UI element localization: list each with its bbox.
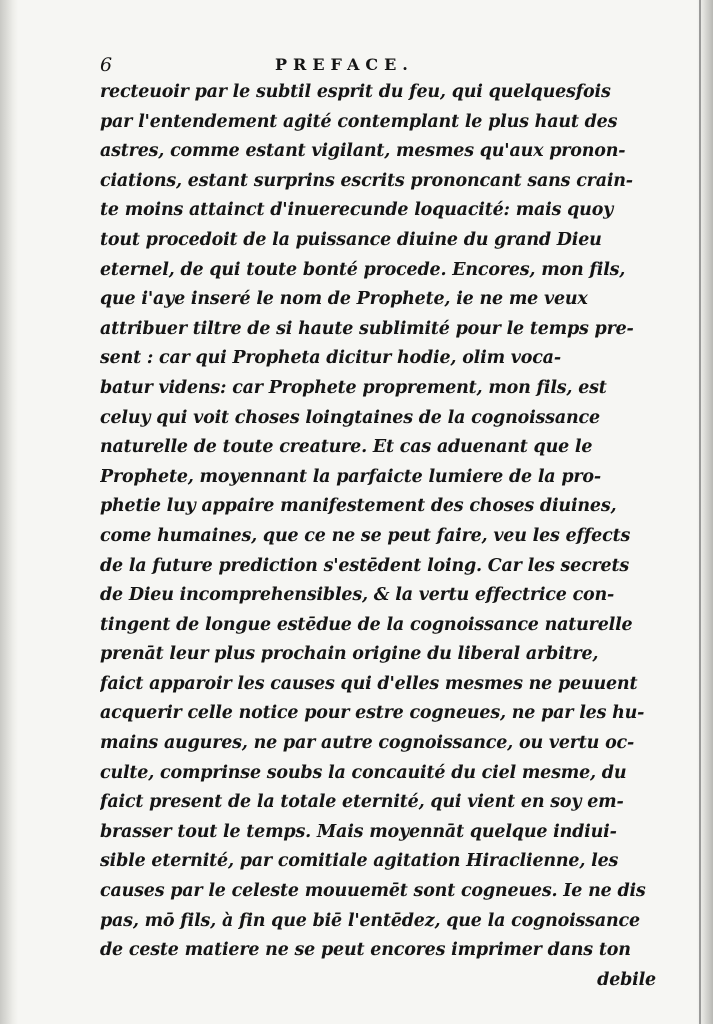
text-line: mains augures, ne par autre cognoissance, ou vertu oc- [100, 733, 635, 754]
text-line: ciations, estant surprins escrits prononcant sans crain- [100, 170, 633, 191]
text-line: de Dieu incomprehensibles, & la vertu effectrice con- [100, 585, 615, 606]
left-page-edge [0, 0, 18, 1024]
text-line: que i'aye inseré le nom de Prophete, ie ne me veux [100, 289, 588, 310]
text-line: batur videns: car Prophete proprement, mon fils, est [100, 377, 607, 398]
text-block [100, 52, 660, 995]
page-header [100, 52, 660, 78]
binding-shadow [699, 0, 701, 1024]
text-line: phetie luy appaire manifestement des choses diuines, [100, 496, 617, 517]
text-line: astres, comme estant vigilant, mesmes qu'aux pronon- [100, 141, 626, 162]
text-line: causes par le celeste mouuemēt sont cogneues. Ie ne dis [100, 881, 646, 902]
text-line: eternel, de qui toute bonté procede. Encores, mon fils, [100, 259, 626, 280]
text-line: recteuoir par le subtil esprit du feu, qui quelquesfois [100, 82, 611, 102]
text-line: celuy qui voit choses loingtaines de la cognoissance [100, 407, 600, 428]
text-line: de la future prediction s'estēdent loing. Car les secrets [100, 555, 630, 576]
text-line: faict apparoir les causes qui d'elles mesmes ne peuuent [100, 673, 638, 694]
text-line: naturelle de toute creature. Et cas aduenant que le [100, 437, 593, 458]
text-line: de ceste matiere ne se peut encores imprimer dans ton [100, 940, 631, 961]
text-line: te moins attainct d'inuerecunde loquacité: mais quoy [100, 200, 614, 221]
text-line: sible eternité, par comitiale agitation Hiraclienne, les [100, 851, 619, 872]
text-line: prenāt leur plus prochain origine du liberal arbitre, [100, 644, 599, 665]
page-number: 6 [100, 54, 113, 76]
text-line: par l'entendement agité contemplant le plus haut des [100, 111, 618, 132]
running-head: PREFACE. [275, 55, 414, 74]
text-line: brasser tout le temps. Mais moyennāt quelque indiui- [100, 821, 617, 842]
text-line: attribuer tiltre de si haute sublimité pour le temps pre- [100, 318, 634, 339]
text-line: tout procedoit de la puissance diuine du grand Dieu [100, 229, 602, 250]
catchword: debile [597, 969, 656, 990]
text-line: acquerir celle notice pour estre cogneues, ne par les hu- [100, 703, 645, 724]
text-line: culte, comprinse soubs la concauité du ciel mesme, du [100, 762, 627, 783]
text-line: tingent de longue estēdue de la cognoissance naturelle [100, 614, 633, 635]
text-line: Prophete, moyennant la parfaicte lumiere de la pro- [100, 466, 601, 487]
body-text [100, 78, 660, 995]
text-line: come humaines, que ce ne se peut faire, veu les effects [100, 525, 631, 546]
text-line: pas, mō fils, à fin que biē l'entēdez, que la cognoissance [100, 910, 640, 931]
text-line: sent : car qui Propheta dicitur hodie, olim voca- [100, 348, 561, 369]
text-line: faict present de la totale eternité, qui vient en soy em- [100, 792, 624, 813]
